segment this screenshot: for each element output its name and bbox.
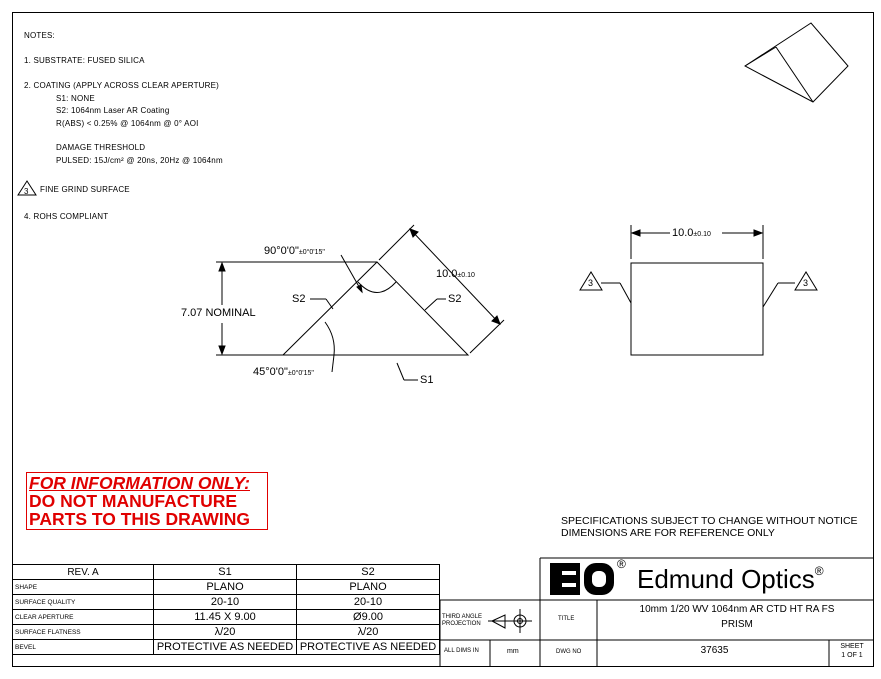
notes-heading: NOTES:	[24, 31, 55, 40]
note-2-s2: S2: 1064nm Laser AR Coating	[56, 106, 170, 115]
width-tolerance: ±0.10	[693, 231, 711, 238]
top-angle-tolerance: ±0°0'15"	[298, 249, 325, 256]
hypotenuse-tolerance: ±0.10	[457, 272, 475, 279]
height-dimension: 7.07 NOMINAL	[181, 307, 256, 319]
isometric-prism-view	[745, 23, 848, 102]
row-label: SHAPE	[13, 580, 154, 595]
row-s1-value: PROTECTIVE AS NEEDED	[154, 640, 297, 655]
note-2-reflectance: R(ABS) < 0.25% @ 1064nm @ 0° AOI	[56, 119, 199, 128]
row-label: SURFACE QUALITY	[13, 595, 154, 610]
spec-notice-line-1: SPECIFICATIONS SUBJECT TO CHANGE WITHOUT NOTICE	[561, 515, 858, 527]
bottom-angle-tolerance: ±0°0'15"	[287, 370, 314, 377]
note-2: 2. COATING (APPLY ACROSS CLEAR APERTURE)	[24, 81, 220, 90]
row-s1-value: λ/20	[154, 625, 297, 640]
row-s1-value: 20-10	[154, 595, 297, 610]
spec-notice-line-2: DIMENSIONS ARE FOR REFERENCE ONLY	[561, 527, 775, 539]
edmund-optics-logo	[550, 563, 614, 595]
note-3-flag-number: 3	[24, 187, 29, 196]
s2-left-label: S2	[292, 293, 306, 305]
table-row	[13, 610, 440, 625]
company-name	[637, 564, 824, 595]
warning-line-3: PARTS TO THIS DRAWING	[29, 509, 251, 529]
company-name-text: Edmund Optics	[637, 564, 815, 594]
surface-spec-table	[12, 564, 440, 655]
row-label: SURFACE FLATNESS	[13, 625, 154, 640]
column-s2: S2	[297, 565, 440, 580]
row-s1-value: 11.45 X 9.00	[154, 610, 297, 625]
note-3: FINE GRIND SURFACE	[40, 185, 130, 194]
logo-registered-mark: ®	[617, 557, 626, 571]
revision-cell: REV. A	[13, 565, 154, 580]
prism-front-view	[601, 225, 795, 355]
row-label: CLEAR APERTURE	[13, 610, 154, 625]
flag-left-number: 3	[588, 278, 594, 288]
table-row	[13, 625, 440, 640]
information-only-warning	[26, 472, 268, 530]
note-2-damage-value: PULSED: 15J/cm² @ 20ns, 20Hz @ 1064nm	[56, 156, 223, 165]
dwg-no-label: DWG NO	[556, 649, 582, 655]
warning-line-1: FOR INFORMATION ONLY:	[29, 473, 250, 493]
hypotenuse-dimension	[436, 268, 475, 280]
top-angle-label	[264, 245, 325, 257]
title-line-1: 10mm 1/20 WV 1064nm AR CTD HT RA FS	[639, 604, 835, 615]
company-registered-mark: ®	[814, 564, 824, 578]
warning-line-2: DO NOT MANUFACTURE	[29, 491, 238, 511]
table-row	[13, 640, 440, 655]
title-line-2: PRISM	[721, 619, 753, 630]
table-header-row	[13, 565, 440, 580]
width-value: 10.0	[672, 227, 694, 239]
sheet-label: SHEET	[840, 643, 864, 650]
row-s2-value: 20-10	[297, 595, 440, 610]
row-s2-value: PROTECTIVE AS NEEDED	[297, 640, 440, 655]
width-dimension	[672, 227, 711, 239]
projection-label: THIRD ANGLE PROJECTION	[442, 614, 483, 627]
column-s1: S1	[154, 565, 297, 580]
flag-right-number: 3	[803, 278, 809, 288]
top-angle-value: 90°0'0"	[264, 245, 299, 257]
all-dims-label: ALL DIMS IN	[444, 648, 479, 654]
bottom-angle-value: 45°0'0"	[253, 366, 288, 378]
s2-right-label: S2	[448, 293, 462, 305]
dims-unit: mm	[507, 648, 519, 655]
sheet-value: 1 OF 1	[841, 652, 863, 659]
bottom-angle-label	[253, 366, 314, 378]
note-2-s1: S1: NONE	[56, 94, 95, 103]
note-4: 4. ROHS COMPLIANT	[24, 212, 109, 221]
row-s2-value: λ/20	[297, 625, 440, 640]
row-s2-value: Ø9.00	[297, 610, 440, 625]
note-1: 1. SUBSTRATE: FUSED SILICA	[24, 56, 145, 65]
drawing-number: 37635	[700, 645, 729, 656]
row-label: BEVEL	[13, 640, 154, 655]
table-row	[13, 580, 440, 595]
third-angle-projection-icon	[488, 609, 532, 633]
title-label: TITLE	[558, 616, 575, 622]
note-2-damage-heading: DAMAGE THRESHOLD	[56, 143, 146, 152]
table-row	[13, 595, 440, 610]
s1-label: S1	[420, 374, 434, 386]
hypotenuse-value: 10.0	[436, 268, 458, 280]
row-s2-value: PLANO	[297, 580, 440, 595]
row-s1-value: PLANO	[154, 580, 297, 595]
